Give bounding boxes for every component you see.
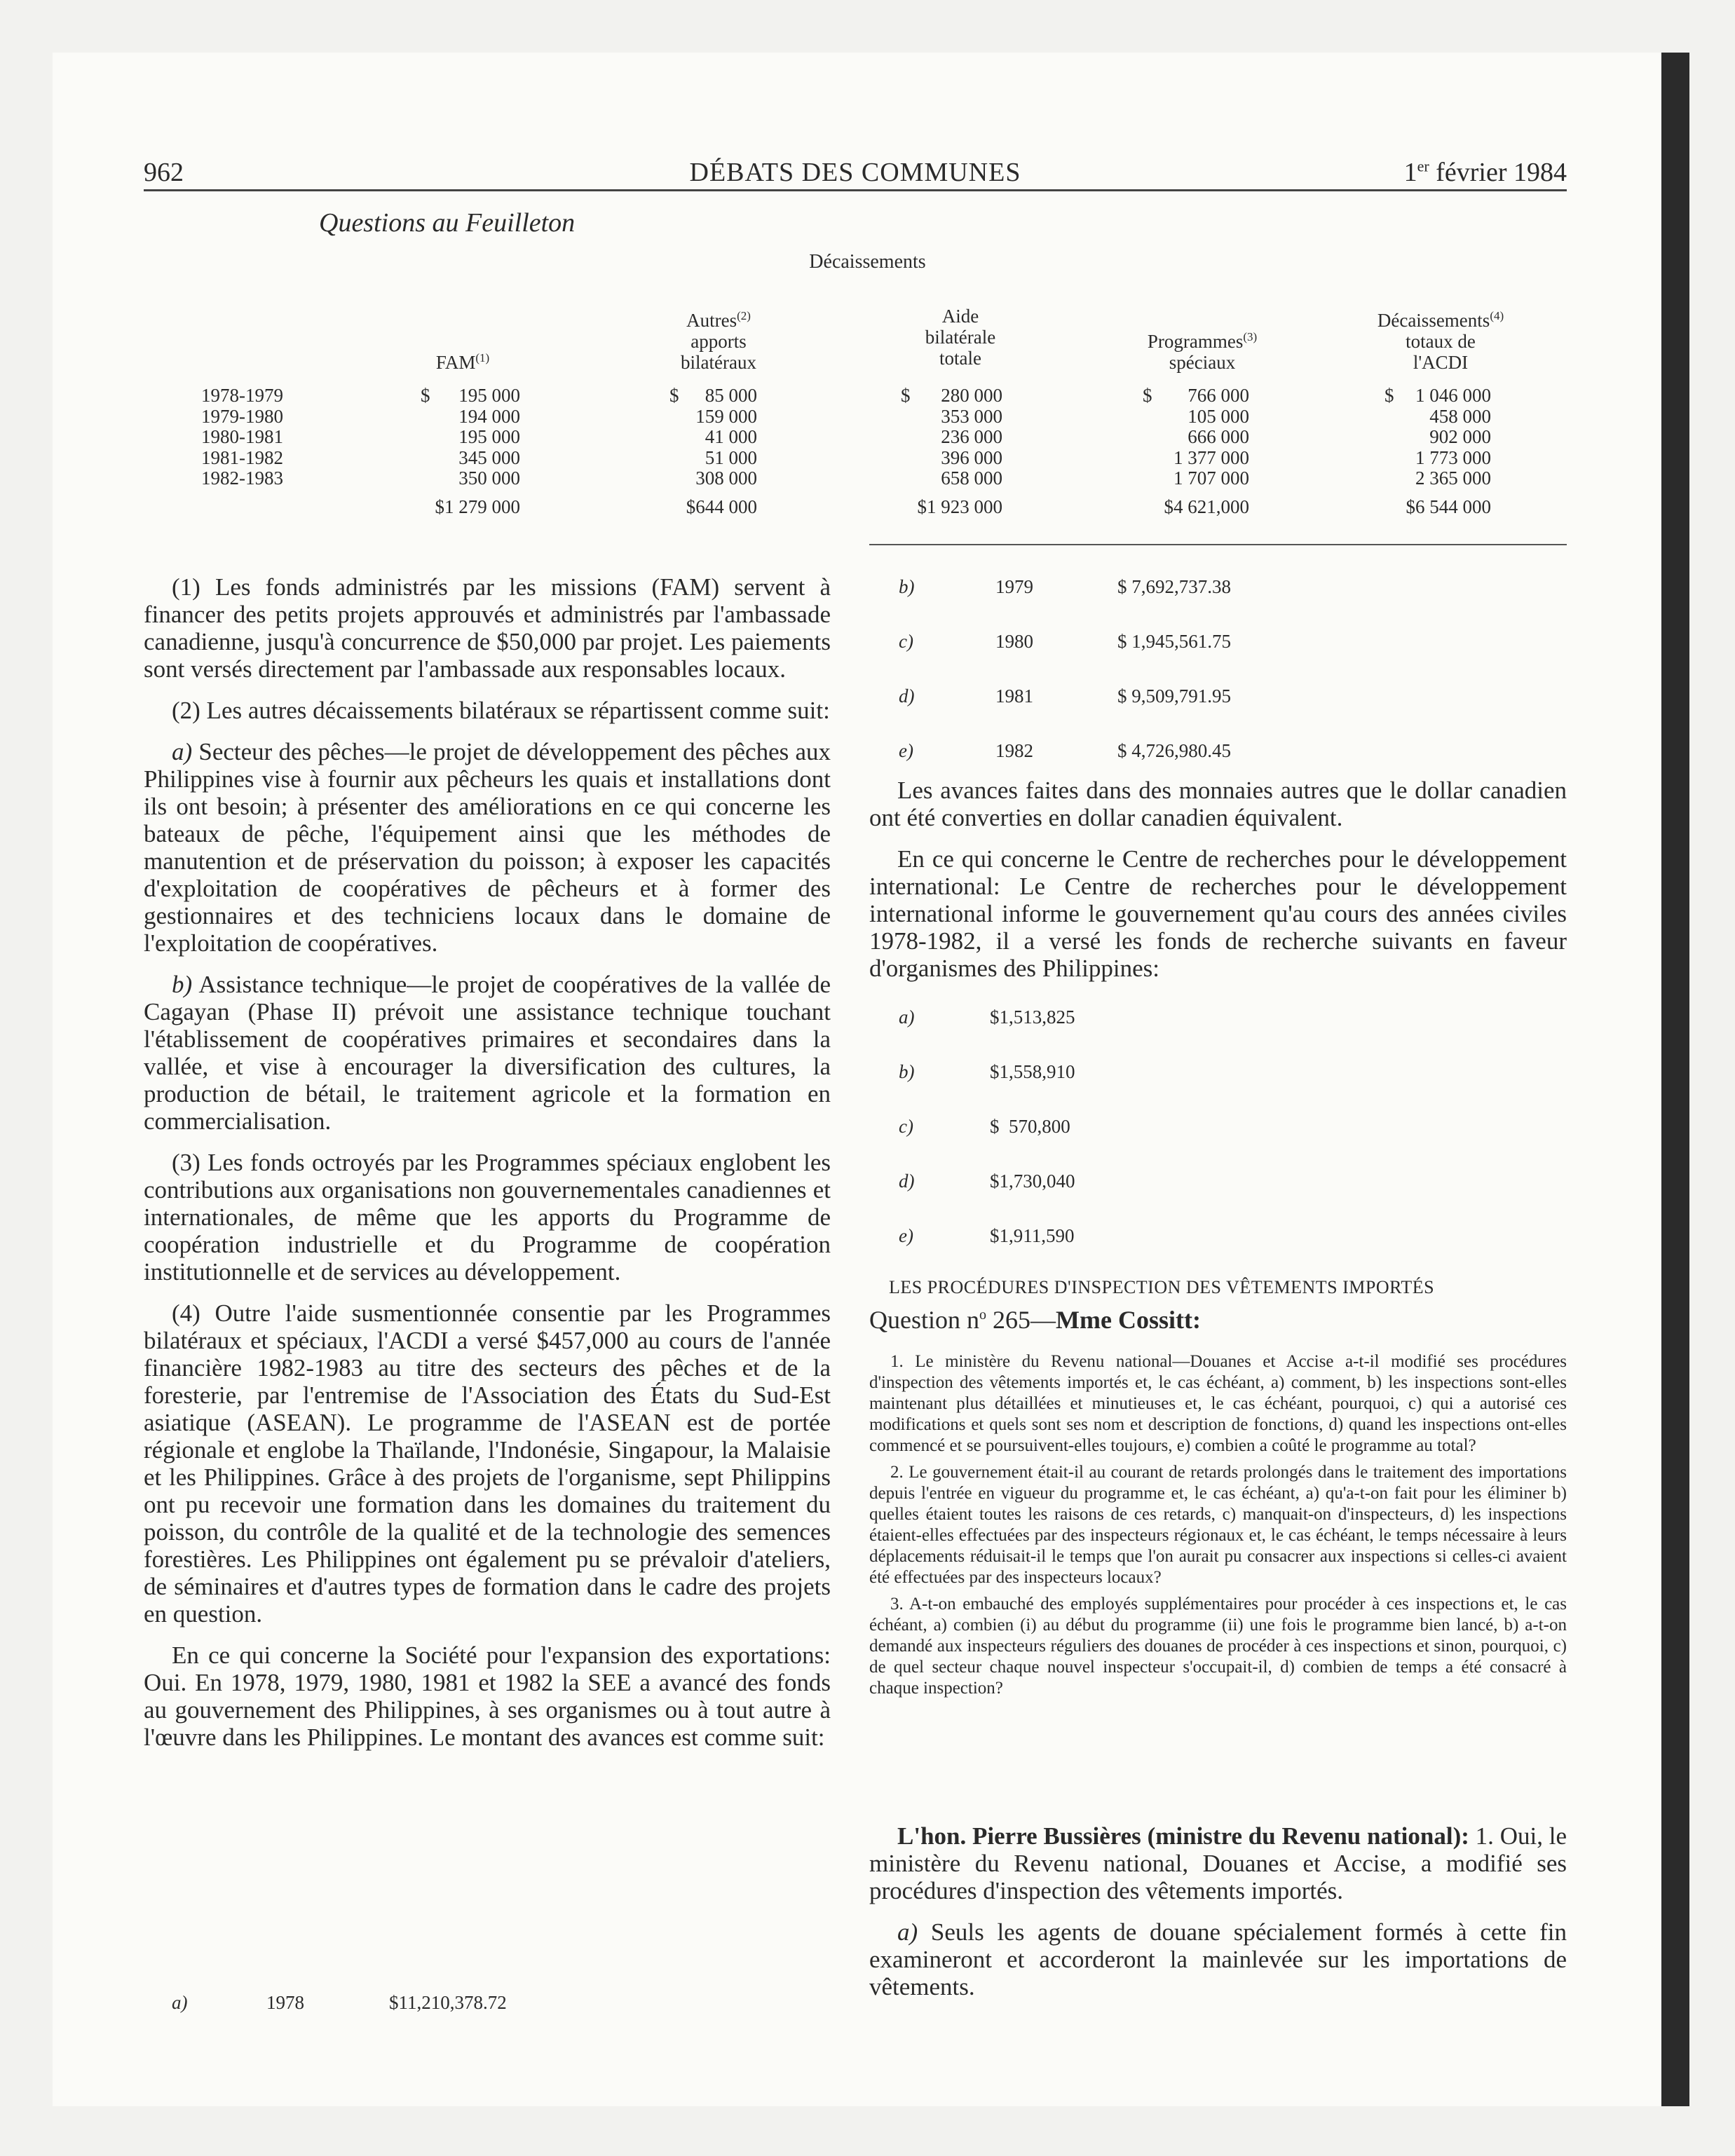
answer-1: L'hon. Pierre Bussières (ministre du Revenu national): 1. Oui, le ministère du Revenu national, Douanes et Accise, a modifié ses procédures d'inspection des vêtements importés.: [869, 1822, 1567, 1904]
right-column-paragraphs: [869, 777, 1567, 996]
col-header-aide: Aide bilatérale totale: [925, 306, 996, 369]
col-header-fam: FAM$^{(1)}$: [435, 351, 490, 373]
note-3: (3) Les fonds octroyés par les Programmes spéciaux englobent les contributions aux organisations non gouvernementales canadiennes et internationales, de même que les apports du Programme de coopération industrielle et du Programme de coopération institutionnelle et de services au développement.: [144, 1149, 831, 1285]
question-1: 1. Le ministère du Revenu national—Douanes et Accise a-t-il modifié ses procédures d'inspection des vêtements importés et, le cas échéant, a) comment, b) les inspections sont-elles maintenant plus détaillées et minutieuses et, le cas échéant, pourquoi, c) qui a autorisé ces modifications et quels sont ses nom et description de fonctions, d) quand les inspections ont-elles commencé et se poursuivent-elles toujours, e) combien a coûté le programme au total?: [869, 1352, 1567, 1455]
page-date: 1er février 1984: [1403, 157, 1567, 187]
col-fam-values: $ 195 000 194 000 195 000 345 000 350 000: [421, 385, 520, 489]
scan-edge: [1661, 53, 1689, 2106]
col-aide-values: $ 280 000 353 000 236 000 396 000 658 000: [901, 385, 1002, 489]
table-caption: Décaissements: [809, 251, 926, 273]
page-number: 962: [144, 158, 184, 187]
col-header-programmes: Programmes$^{(3)}$ spéciaux: [1147, 330, 1258, 373]
question-text: [869, 1351, 1567, 1705]
total-fam: $1 279 000: [435, 496, 520, 517]
total-acdi: $6 544 000: [1406, 496, 1491, 517]
answer-a: a) Seuls les agents de douane spécialement formés à cette fin examineront et accorderont la mainlevée sur les importations de vêtements.: [869, 1918, 1567, 2000]
answer-text: [869, 1822, 1567, 2014]
total-autres: $644 000: [686, 496, 757, 517]
crdi-paragraph: En ce qui concerne le Centre de recherches pour le développement international: Le Centre de recherches pour le développement international informe le gouvernement qu'au cours des années civiles 1978-1982, il a versé les fonds de recherche suivants en faveur d'organismes des Philippines:: [869, 845, 1567, 982]
publication-title: DÉBATS DES COMMUNES: [689, 158, 1021, 187]
table-rule: [869, 544, 1567, 545]
question-heading: Question $n^o$ 265—Mme Cossitt:: [869, 1306, 1201, 1334]
note-1: (1) Les fonds administrés par les missions (FAM) servent à financer des petits projets approuvés et administrés par l'ambassade canadienne, jusqu'à concurrence de $50,000 par projet. Les paiements sont versés directement par l'ambassade aux responsables locaux.: [144, 573, 831, 683]
total-aide: $1 923 000: [917, 496, 1002, 517]
col-programmes-values: $ 766 000 105 000 666 000 1 377 000 1 707 000: [1143, 385, 1249, 489]
page-header: [144, 156, 1567, 191]
col-header-autres: Autres$^{(2)}$ apports bilatéraux: [681, 309, 756, 373]
left-column: [144, 573, 831, 1765]
see-paragraph: En ce qui concerne la Société pour l'expansion des exportations: Oui. En 1978, 1979, 1980, 1981 et 1982 la SEE a avancé des fonds au gouvernement des Philippines, à ses organismes ou à tout autre à l'œuvre dans les Philippines. Le montant des avances est comme suit:: [144, 1642, 831, 1751]
question-3: 3. A-t-on embauché des employés supplémentaires pour procéder à ces inspections et, le cas échéant, a) combien (i) au début du programme (ii) une fois le programme bien lancé, b) a-t-on demandé aux inspecteurs réguliers des douanes de procéder à ces inspections et sinon, pourquoi, c) de quel secteur chaque nouvel inspecteur s'occupait-il, d) combien de temps a été consacré à chaque inspection?: [869, 1595, 1567, 1698]
col-total-values: $ 1 046 000 458 000 902 000 1 773 000 2 365 000: [1384, 385, 1491, 489]
note-2b: b) Assistance technique—le projet de coopératives de la vallée de Cagayan (Phase II) prévoit une assistance technique touchant l'établissement de coopératives primaires et secondaires dans la vallée, et vise à encourager la diversification des cultures, la production de bétail, le traitement agricole et la formation en commercialisation.: [144, 971, 831, 1135]
note-4: (4) Outre l'aide susmentionnée consentie par les Programmes bilatéraux et spéciaux, l'ACDI a versé $457,000 au cours de l'année financière 1982-1983 au titre des secteurs des pêches et de la foresterie, par l'entremise de l'Association des États du Sud-Est asiatique (ASEAN). Le programme de l'ASEAN est de portée régionale et englobe la Thaïlande, l'Indonésie, Singapour, la Malaisie et les Philippines. Grâce à des projets de l'organisme, sept Philippins ont pu recevoir une formation dans les domaines du traitement du poisson, du contrôle de la qualité et de la technologie des semences forestières. Les Philippines ont également pu se prévaloir d'ateliers, de séminaires et d'autres types de formation dans le cadre des projets en question.: [144, 1299, 831, 1628]
note-2: (2) Les autres décaissements bilatéraux se répartissent comme suit:: [172, 697, 830, 724]
question-2: 2. Le gouvernement était-il au courant de retards prolongés dans le traitement des importations depuis l'entrée en vigueur du programme et, le cas échéant, a) qu'a-t-on fait pour les éliminer b) quelles étaient toutes les raisons de ces retards, c) manquait-on d'inspecteurs, d) les inspections étaient-elles effectuées par des inspecteurs régionaux et, le cas échéant, le temps nécessaire à leurs déplacements réduisait-il le temps que l'on aurait pu consacrer aux inspections si celles-ci avaient été effectuées par des inspecteurs locaux?: [869, 1463, 1567, 1587]
year-column: 1978-1979 1979-1980 1980-1981 1981-1982 1982-1983: [201, 385, 283, 489]
col-header-total: Décaissements$^{(4)}$ totaux de l'ACDI: [1377, 309, 1504, 373]
total-programmes: $4 621,000: [1164, 496, 1249, 517]
section-heading: LES PROCÉDURES D'INSPECTION DES VÊTEMENTS IMPORTÉS: [889, 1277, 1435, 1297]
col-autres-values: $ 85 000 159 000 41 000 51 000 308 000: [669, 385, 757, 489]
note-2a: a) Secteur des pêches—le projet de développement des pêches aux Philippines vise à fournir aux pêcheurs les quais et installations dont ils ont besoin; à présenter des améliorations en ce qui concerne les bateaux de pêche, l'équipement ainsi que les méthodes de manutention et de préservation du poisson; à exposer les capacités d'exploitation de coopératives de pêcheurs et à former des gestionnaires et des techniciens locaux dans le domaine de l'exploitation de coopératives.: [144, 738, 831, 957]
conversion-note: Les avances faites dans des monnaies autres que le dollar canadien ont été converties en dollar canadien équivalent.: [869, 777, 1567, 831]
section-subtitle: Questions au Feuilleton: [319, 208, 576, 238]
